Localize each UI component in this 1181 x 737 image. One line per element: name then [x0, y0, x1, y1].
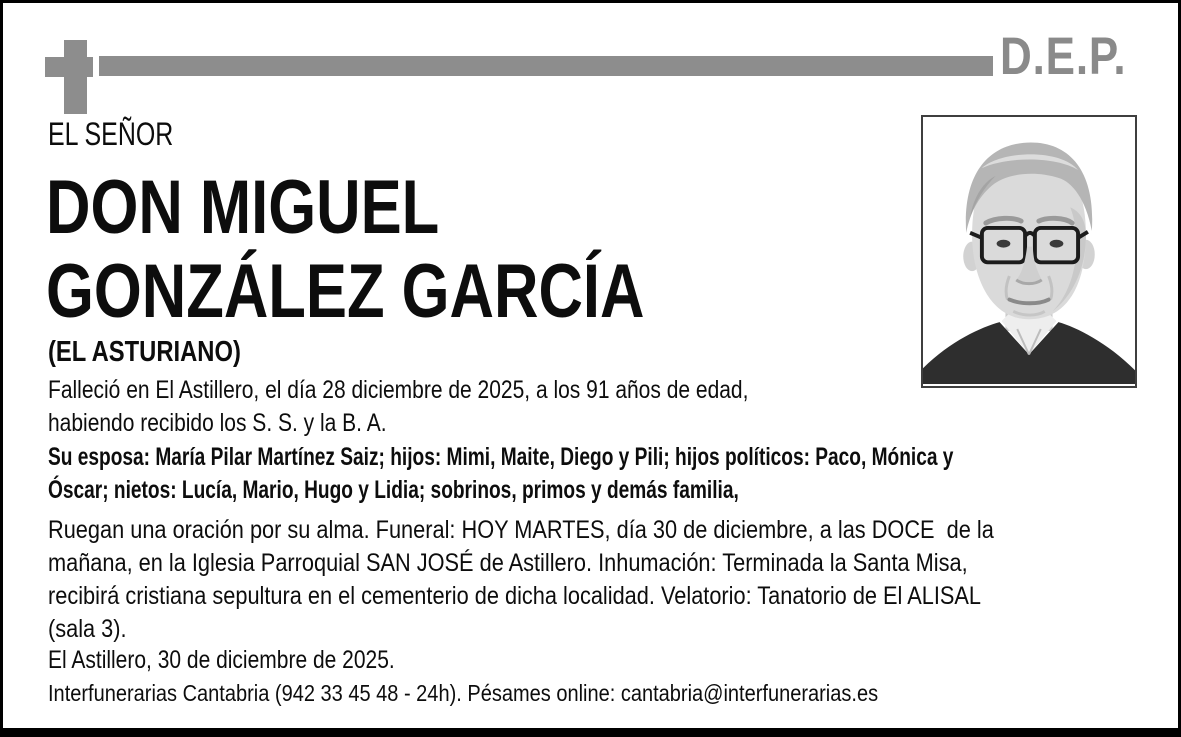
- dep-label: D.E.P.: [1000, 27, 1127, 86]
- family-line: Óscar; nietos: Lucía, Mario, Hugo y Lidia; sobrinos, primos y demás familia,: [48, 476, 739, 504]
- family-paragraph: [48, 441, 1181, 507]
- deceased-portrait-photo: [921, 115, 1137, 388]
- death-notice-paragraph: [48, 374, 882, 440]
- funeral-line: recibirá cristiana sepultura en el cementerio de dicha localidad. Velatorio: Tanatorio de El ALISAL: [48, 582, 981, 610]
- funeral-home-contact: [48, 678, 1002, 708]
- cross-horizontal-bar: [45, 57, 93, 77]
- funeral-line: Ruegan una oración por su alma. Funeral: HOY MARTES, día 30 de diciembre, a las DOCE de la: [48, 516, 994, 544]
- closing-place-date: [48, 644, 461, 677]
- header-rule: [99, 56, 993, 76]
- death-notice-line: Falleció en El Astillero, el día 28 diciembre de 2025, a los 91 años de edad,: [48, 376, 749, 404]
- deceased-name-line1: DON MIGUEL: [46, 165, 440, 250]
- family-line: Su esposa: María Pilar Martínez Saiz; hijos: Mimi, Maite, Diego y Pili; hijos políticos: Paco, Mónica y: [48, 443, 954, 471]
- deceased-name: [46, 166, 785, 334]
- closing-place-date-text: El Astillero, 30 de diciembre de 2025.: [48, 646, 395, 674]
- deceased-name-line2: GONZÁLEZ GARCÍA: [46, 249, 645, 334]
- cross-vertical-bar: [64, 40, 87, 114]
- death-notice-line: habiendo recibido los S. S. y la B. A.: [48, 409, 387, 437]
- pre-title-text: EL SEÑOR: [48, 116, 174, 152]
- funeral-home-contact-text: Interfunerarias Cantabria (942 33 45 48 - 24h). Pésames online: cantabria@interfunerarias.es: [48, 680, 879, 706]
- portrait-illustration: [923, 117, 1135, 386]
- deceased-alias: [48, 335, 283, 369]
- funeral-line: (sala 3).: [48, 615, 127, 643]
- deceased-alias-text: (EL ASTURIANO): [48, 336, 241, 368]
- funeral-line: mañana, en la Iglesia Parroquial SAN JOSÉ de Astillero. Inhumación: Terminada la Santa Misa,: [48, 549, 968, 577]
- funeral-details-paragraph: [48, 514, 1135, 646]
- pre-title: [48, 116, 209, 152]
